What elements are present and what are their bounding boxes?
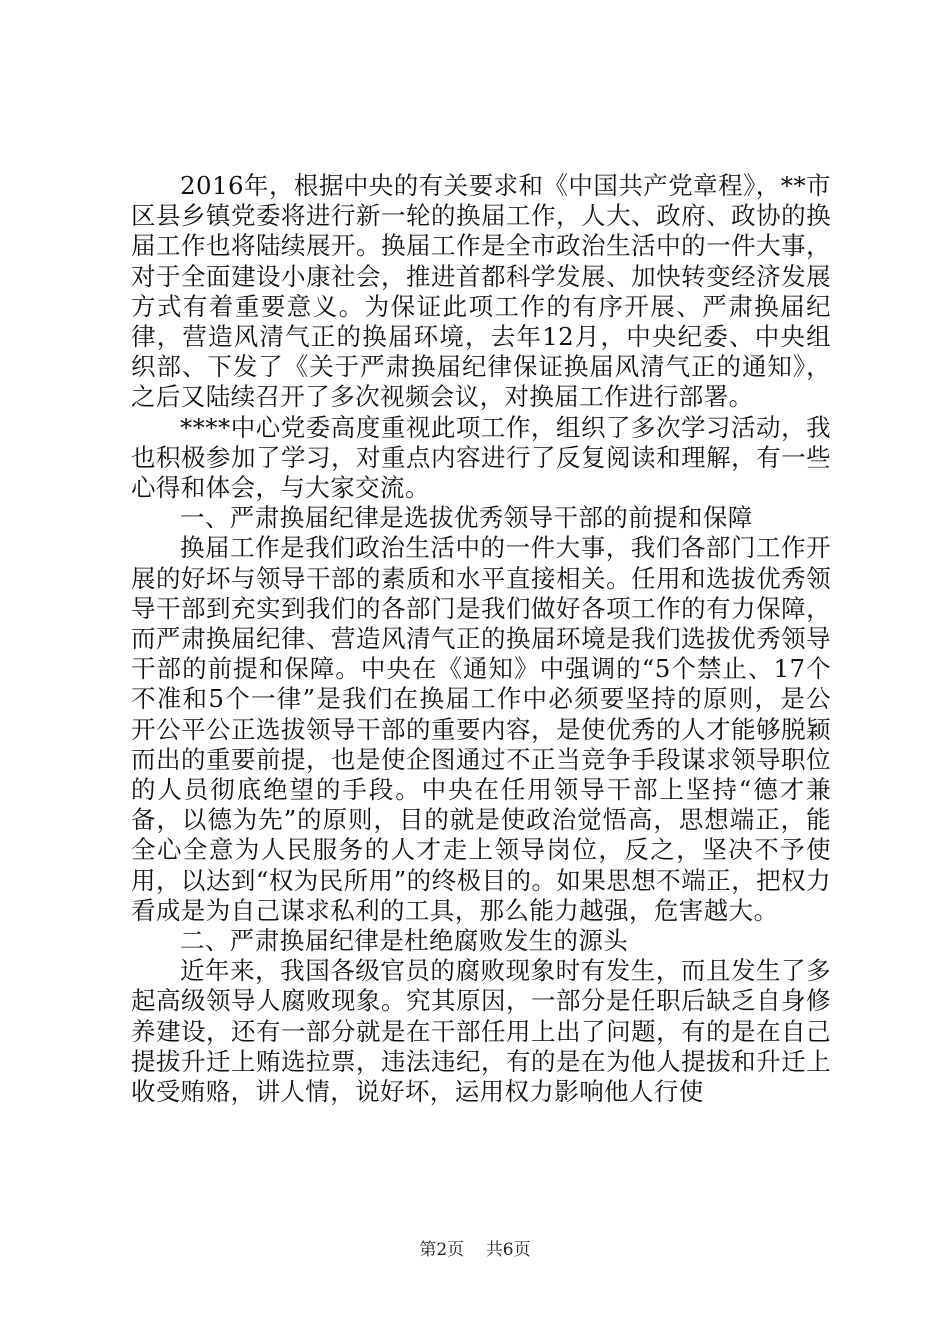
page-footer	[0, 1240, 950, 1260]
intro-paragraph: 2016年，根据中央的有关要求和《中国共产党章程》，**市区县乡镇党委将进行新一轮的换届工作，人大、政府、政协的换届工作也将陆续展开。换届工作是全市政治生活中的一件大事，对于全面建设小康社会，推进首都科学发展、加快转变经济发展方式有着重要意义。为保证此项工作的有序开展、严肃换届纪律，营造风清气正的换届环境，去年12月，中央纪委、中央组织部、下发了《关于严肃换届纪律保证换届风清气正的通知》，之后又陆续召开了多次视频会议，对换届工作进行部署。	[131, 171, 831, 412]
section-1-paragraph: 换届工作是我们政治生活中的一件大事，我们各部门工作开展的好坏与领导干部的素质和水平直接相关。任用和选拔优秀领导干部到充实到我们的各部门是我们做好各项工作的有力保障，而严肃换届纪律、营造风清气正的换届环境是我们选拔优秀领导干部的前提和保障。中央在《通知》中强调的“5个禁止、17个不准和5个一律”是我们在换届工作中必须要坚持的原则，是公开公平公正选拔领导干部的重要内容，是使优秀的人才能够脱颖而出的重要前提，也是使企图通过不正当竞争手段谋求领导职位的人员彻底绝望的手段。中央在任用领导干部上坚持“德才兼备，以德为先”的原则，目的就是使政治觉悟高，思想端正，能全心全意为人民服务的人才走上领导岗位，反之，坚决不予使用，以达到“权为民所用”的终极目的。如果思想不端正，把权力看成是为自己谋求私利的工具，那么能力越强，危害越大。	[131, 533, 831, 925]
study-paragraph: ****中心党委高度重视此项工作，组织了多次学习活动，我也积极参加了学习，对重点内容进行了反复阅读和理解，有一些心得和体会，与大家交流。	[131, 412, 831, 503]
section-heading-1: 一、严肃换届纪律是选拔优秀领导干部的前提和保障	[180, 503, 753, 533]
document-body	[131, 171, 831, 1107]
section-2-paragraph: 近年来，我国各级官员的腐败现象时有发生，而且发生了多起高级领导人腐败现象。究其原因，一部分是任职后缺乏自身修养建设，还有一部分就是在干部任用上出了问题，有的是在自己提拔升迁上贿选拉票，违法违纪，有的是在为他人提拔和升迁上收受贿赂，讲人情，说好坏，运用权力影响他人行使	[131, 956, 831, 1107]
footer-spacer	[470, 1240, 481, 1260]
section-heading-2: 二、严肃换届纪律是杜绝腐败发生的源头	[180, 926, 629, 956]
total-pages: 共6页	[485, 1240, 531, 1260]
page-number: 第2页	[419, 1240, 465, 1260]
